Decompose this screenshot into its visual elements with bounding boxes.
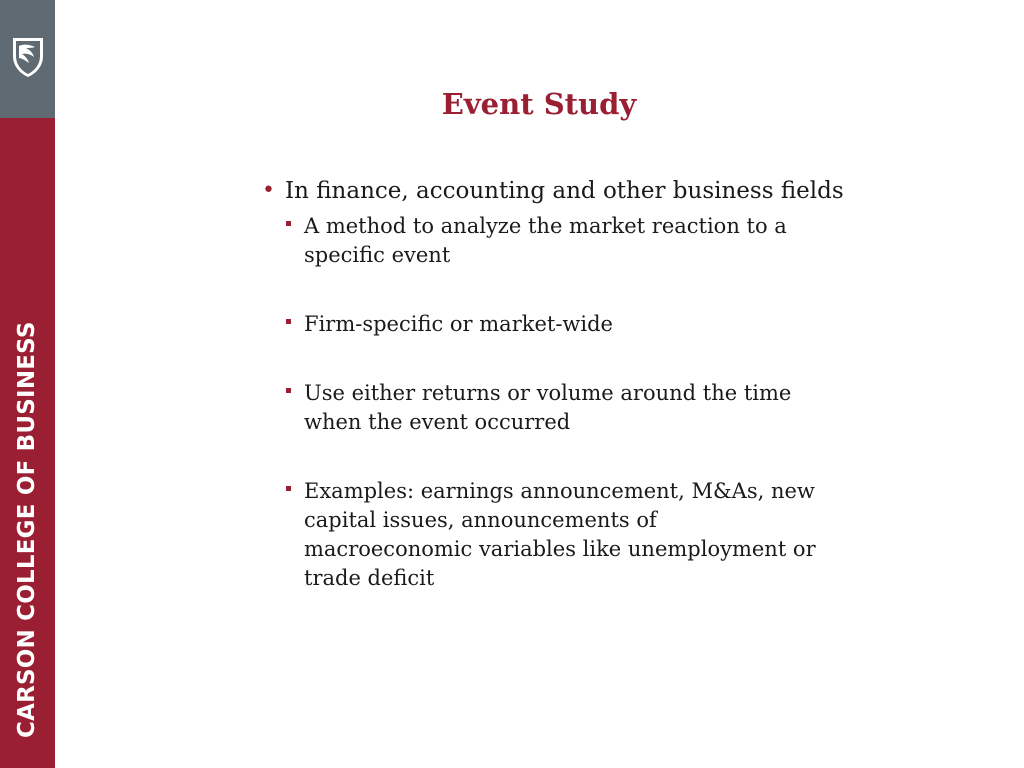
sub-bullet-item [285,379,824,437]
sub-bullet-item [285,477,824,593]
sidebar [0,0,55,768]
sub-bullet-text: A method to analyze the market reaction to a specific event [304,214,787,267]
sub-bullet-text: Firm-specific or market-wide [304,312,613,336]
slide-title: Event Study [441,87,637,121]
bullet-item [262,174,845,208]
sub-bullet-item [285,212,824,270]
round-bullet-icon: • [262,178,275,203]
square-bullet-icon [286,319,291,324]
sidebar-college-label: CARSON COLLEGE OF BUSINESS [14,321,40,738]
sub-bullet-item [285,310,824,339]
square-bullet-icon [286,486,291,491]
square-bullet-icon [286,388,291,393]
bullet-text: In finance, accounting and other business fields [285,178,844,204]
sub-bullet-text: Use either returns or volume around the time when the event occurred [304,381,792,434]
sub-bullet-text: Examples: earnings announcement, M&As, new capital issues, announcements of macroeconomic variables like unemployment or trade deficit [304,479,816,590]
wsu-cougar-shield-icon [11,36,45,78]
square-bullet-icon [286,221,291,226]
sidebar-logo-panel [0,0,55,118]
slide-content [262,174,882,593]
